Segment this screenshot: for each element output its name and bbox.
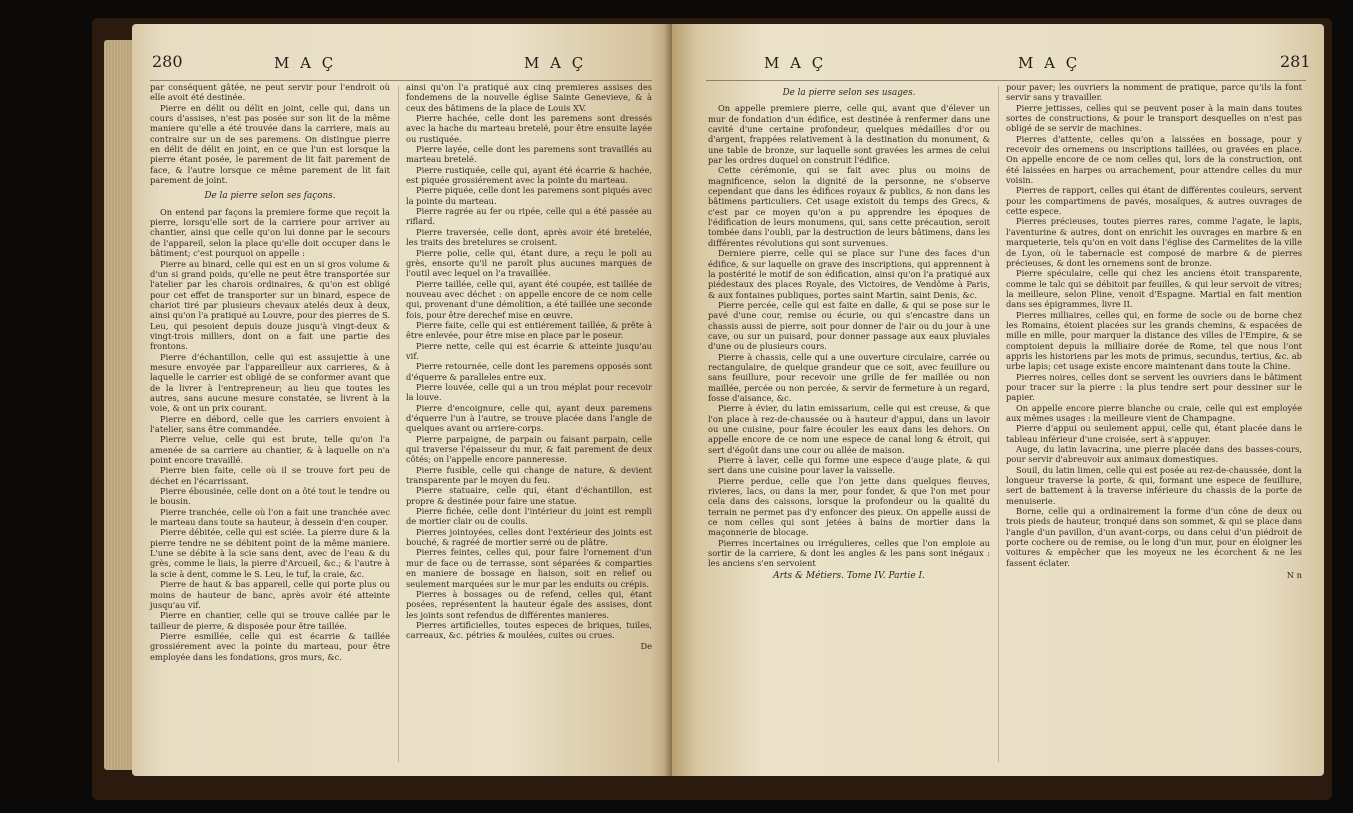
paragraph: Pierre d'appui ou seulement appui, celle qui, étant placée dans le tableau inférieur d'une croisée, sert à s'appuyer. [1006, 423, 1302, 444]
paragraph: Pierre parpaigne, de parpain ou faisant parpain, celle qui traverse l'épaisseur du mur, & fait parement de deux côtés; on l'appelle encore panneresse. [406, 433, 652, 465]
paragraph: Pierre layée, celle dont les paremens sont travaillés au marteau bretelé. [406, 144, 652, 165]
paragraph: Pierres incertaines ou irrégulieres, celles que l'on emploie au sortir de la carriere, & dont les angles & les pans sont inégaux : les anciens s'en servoient [708, 537, 990, 569]
paragraph: Derniere pierre, celle qui se place sur l'une des faces d'un édifice, & sur laquelle on grave des inscriptions, qui apprennent à la postérité le motif de son édification, ainsi qu'on l'a pratiqué aux piédestaux des places Royale, des Victoires, de Vendôme à Paris, & aux fontaines publiques, portes saint Martin, saint Denis, &c. [708, 248, 990, 300]
right-running-head-1: M A Ç [764, 54, 827, 72]
paragraph: Pierre à chassis, celle qui a une ouverture circulaire, carrée ou rectangulaire, de quelque grandeur que ce soit, avec feuillure ou sans feuillure, pour recevoir une grille de fer maillée ou non maillée, percée ou non percée, & servir de fermeture à un regard, fosse d'aisance, &c. [708, 351, 990, 403]
paragraph: Pierre ragrée au fer ou ripée, celle qui a été passée au riflard. [406, 206, 652, 227]
paragraph: On entend par façons la premiere forme que reçoit la pierre, lorsqu'elle sort de la carriere pour arriver au chantier, ainsi que celle qu'on lui donne par le secours de l'appareil, selon la place qu'elle doit occuper dans le bâtiment; c'est pourquoi on appelle : [150, 206, 390, 259]
paragraph: Pierre au binard, celle qui est en un si gros volume & d'un si grand poids, qu'elle ne peut être transportée sur l'atelier par les charois ordinaires, & qu'on est obligé pour cet effet de transporter sur un binard, espece de chariot tiré par plusieurs chevaux atelés deux à deux, ainsi qu'on l'a pratiqué au Louvre, pour des pierres de S. Leu, qui pesoient depuis douze jusqu'à vingt-deux & vingt-trois milliers, dont on a fait une partie des frontons. [150, 258, 390, 352]
paragraph: Pierres noires, celles dont se servent les ouvriers dans le bâtiment pour tracer sur la pierre : la plus tendre sert pour dessiner sur le papier. [1006, 371, 1302, 403]
paragraph: Pierre perdue, celle que l'on jette dans quelques fleuves, rivieres, lacs, ou dans la mer, pour fonder, & que l'on met pour cela dans des caissons, lorsque la profondeur ou la qualité du terrain ne permet pas d'y enfoncer des pieux. On appelle aussi de ce nom celles qui sont jetées à bains de mortier dans la maçonnerie de blocage. [708, 475, 990, 538]
paragraph: Pierre fichée, celle dont l'intérieur du joint est rempli de mortier clair ou de coulis. [406, 506, 652, 527]
paragraph: Pierre en débord, celle que les carriers envoient à l'atelier, sans être commandée. [150, 413, 390, 434]
paragraph: pour paver; les ouvriers la nomment de pratique, parce qu'ils la font servir sans y travailler. [1006, 82, 1302, 103]
paragraph: Pierre velue, celle qui est brute, telle qu'on l'a amenée de sa carriere au chantier, & à laquelle on n'a point encore travaillé. [150, 434, 390, 466]
paragraph: Pierres d'attente, celles qu'on a laissées en bossage, pour y recevoir des ornemens ou inscriptions taillées, ou gravées en place. On appelle encore de ce nom celles qui, lors de la construction, ont été laissées en harpes ou arrachement, pour attendre celles du mur voisin. [1006, 133, 1302, 186]
paragraph: On appelle encore pierre blanche ou craie, celle qui est employée aux mêmes usages : la meilleure vient de Champagne. [1006, 402, 1302, 423]
paragraph: Pierre traversée, celle dont, après avoir été bretelée, les traits des bretelures se croisent. [406, 226, 652, 248]
paragraph: Cette cérémonie, qui se fait avec plus ou moins de magnificence, selon la dignité de la personne, ne s'observe cependant que dans les édifices royaux & publics, & non dans les bâtimens particuliers. Cet usage existoit du temps des Grecs, & c'est par ce moyen qu'on a pu apprendre les époques de l'édification de leurs monumens, qui, sans cette précaution, seroit tombée dans l'oubli, par la destruction de leurs bâtimens, dans les différentes révolutions qui sont survenues. [708, 165, 990, 248]
paragraph: Pierres de rapport, celles qui étant de différentes couleurs, servent pour les compartimens de pavés, mosaïques, & autres ouvrages de cette espece. [1006, 185, 1302, 217]
right-page-number: 281 [1280, 52, 1311, 71]
paragraph: Souil, du latin limen, celle qui est posée au rez-de-chaussée, dont la longueur traverse la porte, & qui, formant une espece de feuillure, sert de battement à la traverse inférieure du chassis de la porte de menuiserie. [1006, 464, 1302, 506]
paragraph: Pierre en délit ou délit en joint, celle qui, dans un cours d'assises, n'est pas posée sur son lit de la même maniere qu'elle a été trouvée dans la carriere, mais au contraire sur un de ses paremens. On distingue pierre en délit de délit en joint, en ce que l'un est lorsque la pierre étant posée, le parement de lit fait parement de face, & l'autre lorsque ce même parement de lit fait parement de joint. [150, 102, 390, 186]
left-page-number: 280 [152, 52, 183, 71]
paragraph: Auge, du latin lavacrina, une pierre placée dans des basses-cours, pour servir d'abreuvoir aux animaux domestiques. [1006, 444, 1302, 465]
left-page [132, 24, 672, 776]
paragraph: Pierres à bossages ou de refend, celles qui, étant posées, représentent la hauteur égale des assises, dont les joints sont refendus de différentes manieres. [406, 588, 652, 620]
paragraph: Pierre spéculaire, celle qui chez les anciens étoit transparente, comme le talc qui se débitoit par feuilles, & qui leur servoit de vitres; la meilleure, selon Pline, venoit d'Espagne. Martial en fait mention dans ses épigrammes, livre II. [1006, 268, 1302, 310]
left-column-2 [406, 82, 652, 651]
paragraph: Pierre d'échantillon, celle qui est assujettie à une mesure envoyée par l'appareilleur aux carrieres, & à laquelle le carrier est obligé de se conformer avant que de la livrer à l'entrepreneur; au lieu que toutes les autres, sans aucune mesure constatée, se livrent à la voie, & ont un prix courant. [150, 351, 390, 414]
paragraph: Pierre jettisses, celles qui se peuvent poser à la main dans toutes sortes de constructions, & pour le transport desquelles on n'est pas obligé de se servir de machines. [1006, 102, 1302, 134]
paragraph: Pierres jointoyées, celles dont l'extérieur des joints est bouché, & ragréé de mortier serré ou de plâtre. [406, 526, 652, 548]
paragraph: Borne, celle qui a ordinairement la forme d'un cône de deux ou trois pieds de hauteur, tronqué dans son sommet, & qui se place dans l'angle d'un pavillon, d'un avant-corps, ou dans celui d'un piédroit de porte cochere ou de remise, ou le long d'un mur, pour en éloigner les voitures & empêcher que les moyeux ne les écorchent & ne les fassent éclater. [1006, 506, 1302, 568]
paragraph: Pierre louvée, celle qui a un trou méplat pour recevoir la louve. [406, 381, 652, 403]
right-header-rule [706, 80, 1306, 81]
paragraph: Pierre en chantier, celle qui se trouve callée par le tailleur de pierre, & disposée pour être taillée. [150, 610, 390, 631]
paragraph: Pierres milliaires, celles qui, en forme de socle ou de borne chez les Romains, étoient placées sur les grands chemins, & espacées de mille en mille, pour marquer la distance des villes de l'Empire, & se comptoient depuis la milliaire dorée de Rome, tel que nous l'ont appris les historiens par les mots de primus, secundus, tertius, &c. ab urbe lapis; cet usage existe encore maintenant dans toute la Chine. [1006, 309, 1302, 372]
paragraph: Pierre ébousinée, celle dont on a ôté tout le tendre ou le bousin. [150, 486, 390, 507]
paragraph: Pierres feintes, celles qui, pour faire l'ornement d'un mur de face ou de terrasse, sont séparées & comparties en maniere de bossage en liaison, soit en relief ou seulement marquées sur le mur par les enduits ou crépis. [406, 547, 652, 589]
paragraph: Pierre bien faite, celle où il se trouve fort peu de déchet en l'écarrissant. [150, 465, 390, 486]
section-title: De la pierre selon ses façons. [204, 191, 336, 202]
paragraph: Pierre nette, celle qui est écarrie & atteinte jusqu'au vif. [406, 340, 652, 361]
paragraph: Pierre esmillée, celle qui est écarrie & taillée grossiérement avec la pointe du marteau, pour être employée dans les fondations, gros murs, &c. [150, 630, 390, 662]
paragraph: Pierre fusible, celle qui change de nature, & devient transparente par le moyen du feu. [406, 464, 652, 486]
paragraph: Pierre tranchée, celle où l'on a fait une tranchée avec le marteau dans toute sa hauteur, à dessein d'en couper. [150, 506, 390, 528]
right-running-head-2: M A Ç [1018, 54, 1081, 72]
right-page [672, 24, 1324, 776]
paragraph: On appelle premiere pierre, celle qui, avant que d'élever un mur de fondation d'un édifice, est destinée à renfermer dans une cavité d'une certaine profondeur, quelques médailles d'or ou d'argent, frappées relativement à la destination du monument, & une table de bronze, sur laquelle sont gravées les armes de celui par les ordres duquel on construit l'édifice. [708, 103, 990, 166]
left-running-head-1: M A Ç [274, 54, 337, 72]
paragraph: ainsi qu'on l'a pratiqué aux cinq premieres assises des fondemens de la nouvelle église Sainte Genevieve, & à ceux des bâtimens de la place de Louis XV. [406, 82, 652, 113]
left-running-head-2: M A Ç [524, 54, 587, 72]
right-column-2 [1006, 82, 1302, 581]
paragraph: Pierre d'encoignure, celle qui, ayant deux paremens d'équerre l'un à l'autre, se trouve placée dans l'angle de quelques avant ou arriere-corps. [406, 402, 652, 434]
page-edges [104, 40, 132, 770]
right-column-1 [708, 82, 990, 581]
paragraph: Pierre statuaire, celle qui, étant d'échantillon, est propre & destinée pour faire une statue. [406, 485, 652, 506]
paragraph: par conséquent gâtée, ne peut servir pour l'endroit où elle avoit été destinée. [150, 82, 390, 103]
left-column-separator [398, 86, 399, 762]
paragraph: Pierre percée, celle qui est faite en dalle, & qui se pose sur le pavé d'une cour, remise ou écurie, ou qui s'encastre dans un chassis aussi de pierre, soit pour donner de l'air ou du jour à une cave, ou sur un puisard, pour donner passage aux eaux pluviales d'une ou de plusieurs cours. [708, 299, 990, 352]
paragraph: Pierre à laver, celle qui forme une espece d'auge plate, & qui sert dans une cuisine pour laver la vaisselle. [708, 455, 990, 476]
paragraph: Pierre faite, celle qui est entiérement taillée, & prête à être enlevée, pour être mise en place par le poseur. [406, 319, 652, 341]
paragraph: Pierre polie, celle qui, étant dure, a reçu le poli au grès, ensorte qu'il ne paroît plus aucunes marques de l'outil avec lequel on l'a travaillée. [406, 247, 652, 279]
left-column-1 [150, 82, 390, 662]
paragraph: Pierre hachée, celle dont les paremens sont dressés avec la hache du marteau bretelé, pour être ensuite layée ou rustiquée. [406, 113, 652, 144]
catchword: De [640, 640, 652, 651]
paragraph: Pierre piquée, celle dont les paremens sont piqués avec la pointe du marteau. [406, 185, 652, 206]
signature-mark: N n [1286, 570, 1302, 581]
paragraph: Pierre retournée, celle dont les paremens opposés sont d'équerre & paralleles entre eux. [406, 361, 652, 382]
paragraph: Pierres artificielles, toutes especes de briques, tuiles, carreaux, &c. pétries & moulées, cuites ou crues. [406, 619, 652, 641]
paragraph: Pierre taillée, celle qui, ayant été coupée, est taillée de nouveau avec déchet : on appelle encore de ce nom celle qui, provenant d'une démolition, a été taillée une seconde fois, pour être derechef mise en œuvre. [406, 278, 652, 320]
paragraph: Pierre de haut & bas appareil, celle qui porte plus ou moins de hauteur de banc, après avoir été atteinte jusqu'au vif. [150, 579, 390, 610]
paragraph: Pierres précieuses, toutes pierres rares, comme l'agate, le lapis, l'aventurine & autres, dont on enrichit les ouvrages en marbre & en marqueterie, tels qu'on en voit dans l'église des Carmelites de la ville de Lyon, où le tabernacle est composé de marbre & de pierres précieuses, & dont les ornemens sont de bronze. [1006, 216, 1302, 268]
section-title: De la pierre selon ses usages. [782, 88, 916, 98]
volume-footer: Arts & Métiers. Tome IV. Partie I. [773, 570, 925, 581]
paragraph: Pierre à évier, du latin emissarium, celle qui est creuse, & que l'on place à rez-de-chaussée ou à hauteur d'appui, dans un lavoir ou une cuisine, pour faire écouler les eaux dans les dehors. On appelle encore de ce nom une espece de canal long & étroit, qui sert d'égoût dans une cour ou allée de maison. [708, 403, 990, 455]
paragraph: Pierre rustiquée, celle qui, ayant été écarrie & hachée, est piquée grossiérement avec la pointe du marteau. [406, 164, 652, 186]
left-header-rule [150, 80, 652, 81]
paragraph: Pierre débitée, celle qui est sciée. La pierre dure & la pierre tendre ne se débitent point de la même maniere. L'une se débite à la scie sans dent, avec de l'eau & du grès, comme le liais, la pierre d'Arcueil, &c.; & l'autre à la scie à dent, comme le S. Leu, le tuf, la craie, &c. [150, 527, 390, 579]
right-column-separator [998, 86, 999, 762]
